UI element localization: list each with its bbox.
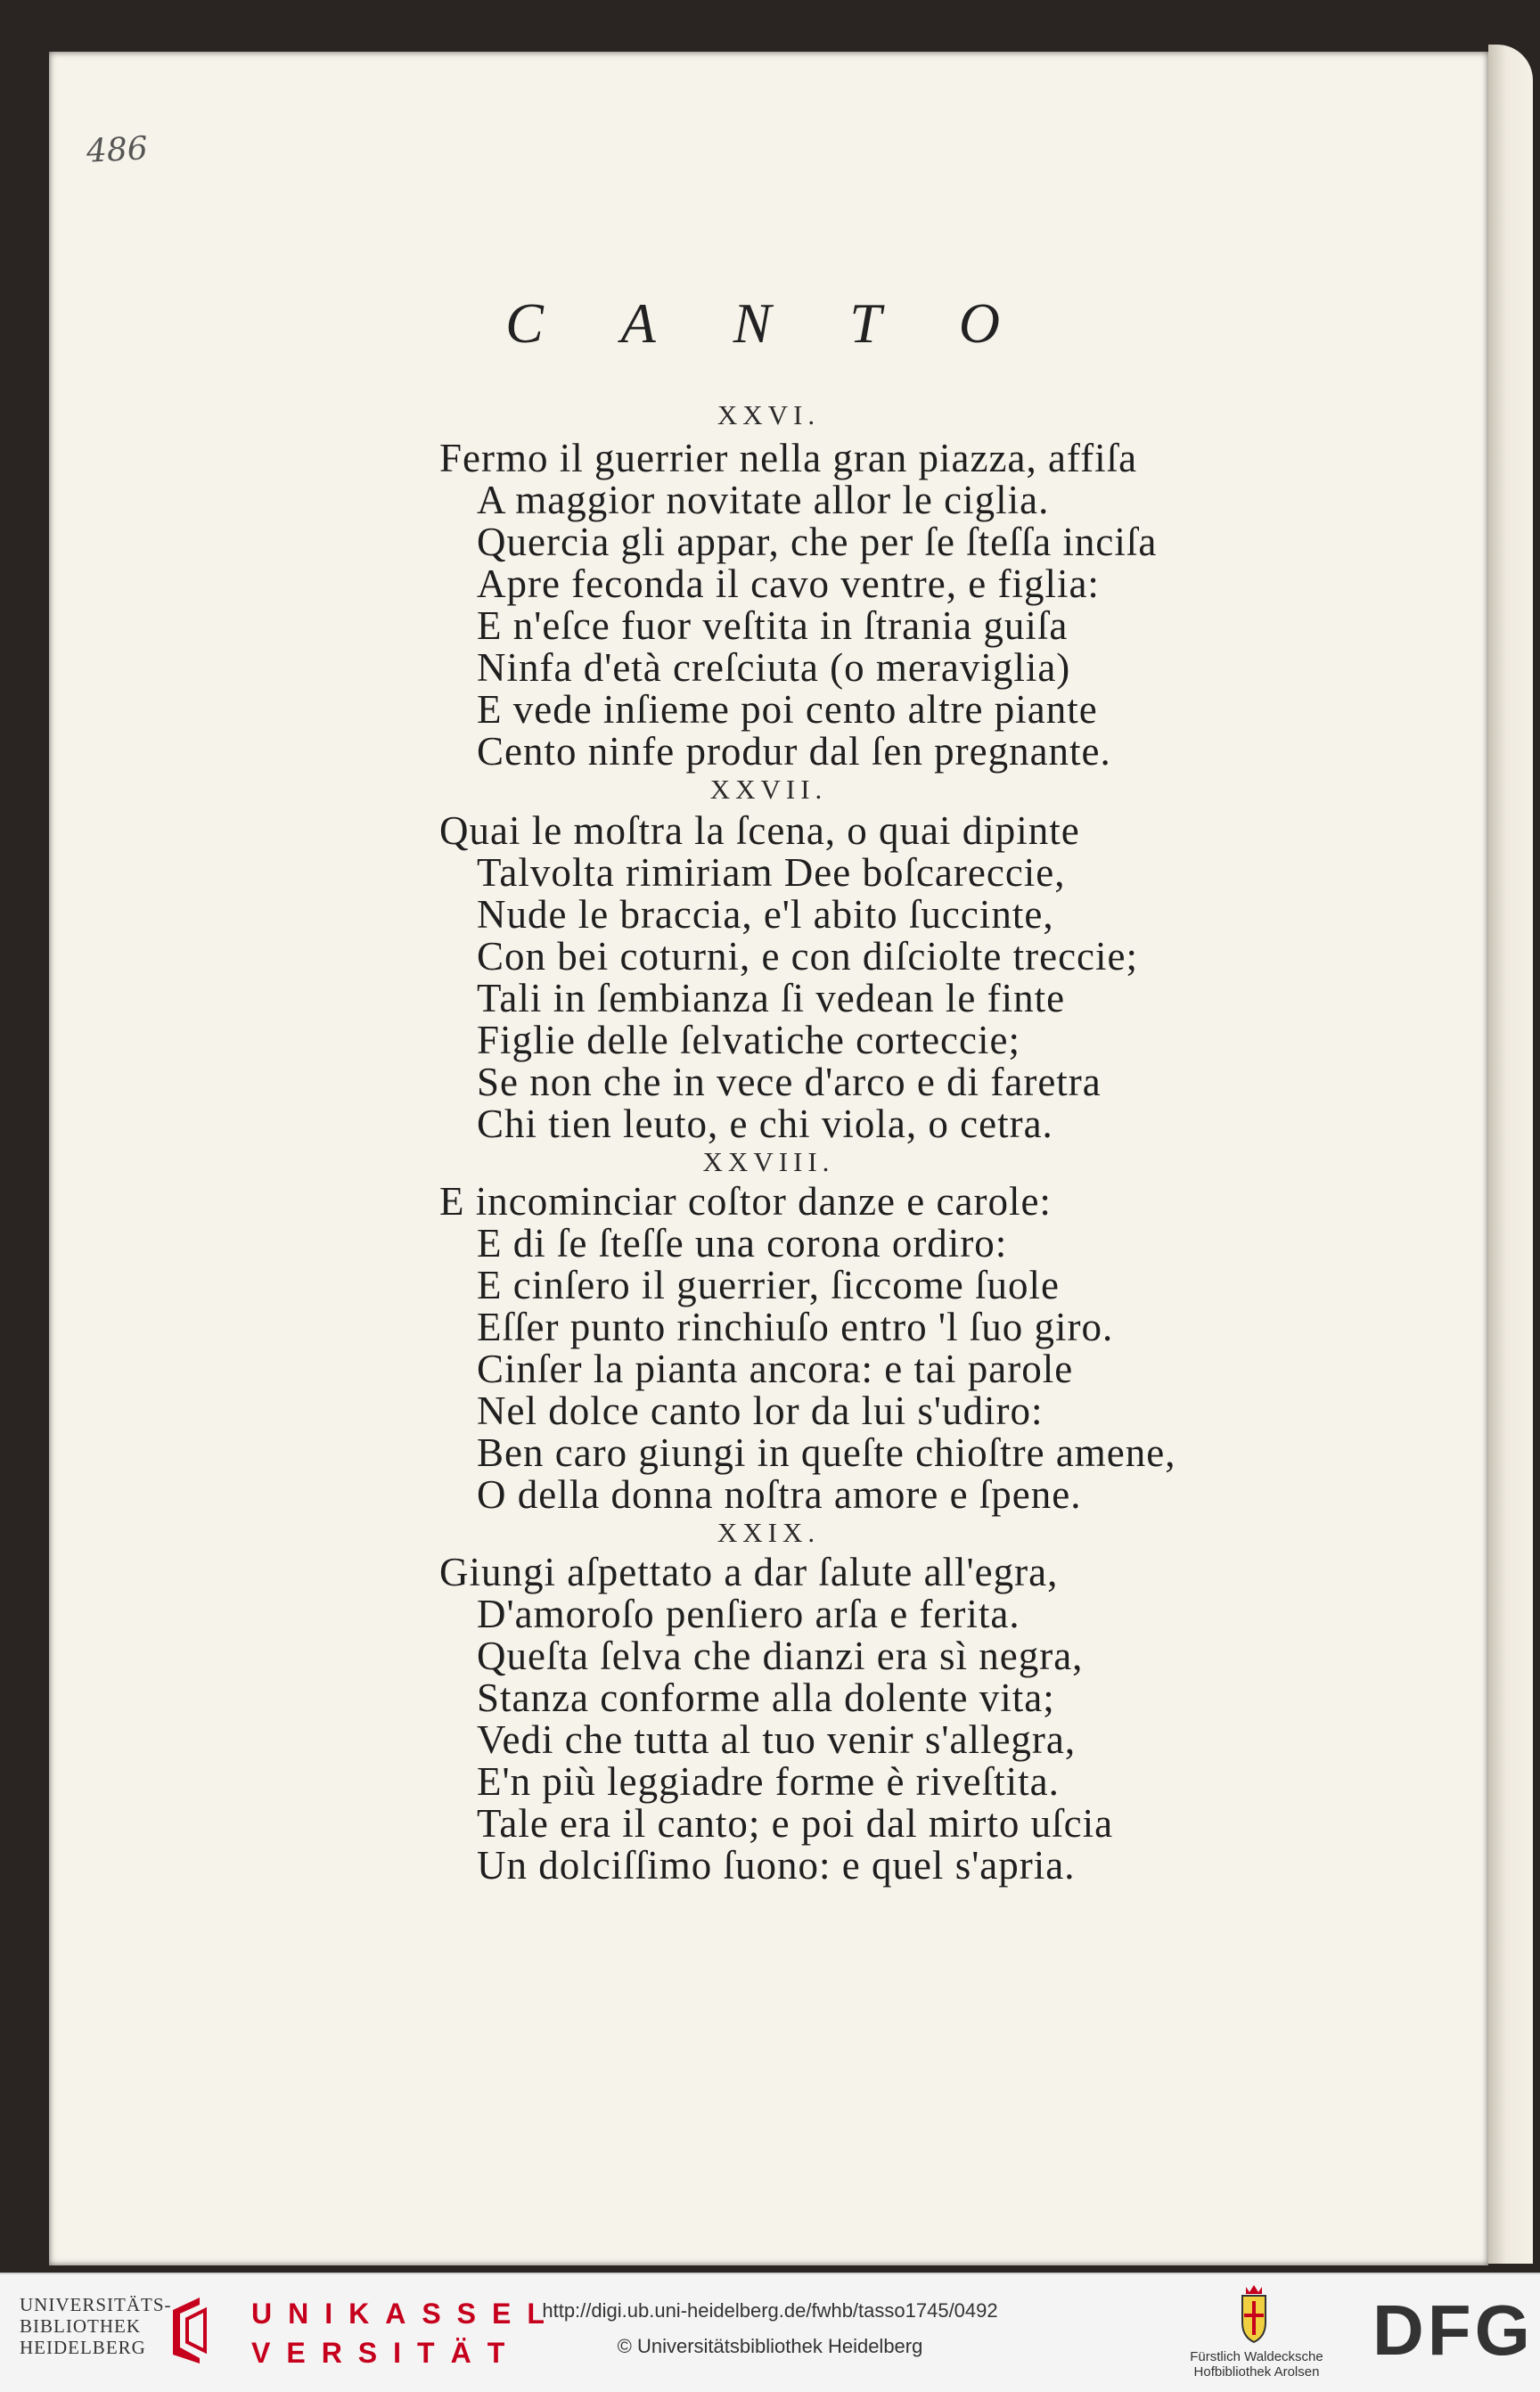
arolsen-library-logo[interactable]: Fürstlich Waldecksche Hofbibliothek Arolsen [1190,2349,1323,2380]
ub-heidelberg-logo[interactable]: UNIVERSITÄTS- BIBLIOTHEK HEIDELBERG [20,2294,172,2358]
verse-line: Nude le braccia, e'l abito ſuccinte, [477,892,1054,937]
verse-line: Cinſer la pianta ancora: e tai parole [477,1347,1074,1391]
stanza-number: XXVII. [709,774,828,805]
verse-line: Se non che in vece d'arco e di faretra [477,1060,1102,1104]
verse-line: Tali in ſembianza ſi vedean le finte [477,976,1066,1020]
verse-line: E di ſe ſteſſe una corona ordiro: [477,1221,1008,1266]
verse-line: Eſſer punto rinchiuſo entro 'l ſuo giro. [477,1305,1114,1349]
verse-line: A maggior novitate allor le ciglia. [477,478,1050,522]
verse-line: Queſta ſelva che dianzi era sì negra, [477,1634,1084,1678]
verse-line: E'n più leggiadre forme è riveſtita. [477,1759,1060,1804]
book-page [49,52,1488,2265]
adjacent-page-edge [1488,45,1533,2264]
verse-line: O della donna noſtra amore e ſpene. [477,1472,1082,1517]
verse-line: Stanza conforme alla dolente vita; [477,1675,1055,1720]
verse-line: Figlie delle ſelvatiche corteccie; [477,1018,1020,1062]
verse-line: Con bei coturni, e con diſciolte treccie; [477,934,1138,979]
crest-icon [1232,2283,1276,2346]
dfg-logo[interactable]: DFG [1372,2290,1534,2370]
verse-line: Tale era il canto; e poi dal mirto uſcia [477,1801,1114,1846]
uni-kassel-logo[interactable]: UNIKASSEL VERSITÄT [251,2298,561,2369]
verse-line: Giungi aſpettato a dar ſalute all'egra, [439,1550,1059,1594]
copyright-text: © Universitätsbibliothek Heidelberg [617,2335,923,2357]
handwritten-page-number: 486 [85,130,149,170]
verse-line: E vede inſieme poi cento altre piante [477,687,1098,732]
viewer-footer [0,2273,1540,2392]
canto-title: C A N T O [505,291,1032,355]
stanza-number: XXIX. [717,1517,821,1548]
verse-line: Fermo il guerrier nella gran piazza, affiſa [439,436,1138,480]
verse-line: E cinſero il guerrier, ſiccome ſuole [477,1263,1060,1307]
page-url-link[interactable]: http://digi.ub.uni-heidelberg.de/fwhb/tasso1745/0492 [542,2299,998,2322]
verse-line: Un dolciſſimo ſuono: e quel s'apria. [477,1843,1076,1888]
stanza-number: XXVI. [717,399,821,430]
verse-line: Chi tien leuto, e chi viola, o cetra. [477,1102,1053,1146]
verse-line: Talvolta rimiriam Dee boſcareccie, [477,850,1066,895]
verse-line: E n'eſce fuor veſtita in ſtrania guiſa [477,603,1069,648]
verse-line: Quai le moſtra la ſcena, o quai dipinte [439,808,1080,853]
stanza-number: XXVIII. [702,1146,835,1177]
verse-line: E incominciar coſtor danze e carole: [439,1179,1052,1224]
verse-line: Cento ninfe produr dal ſen pregnante. [477,729,1111,774]
verse-line: Vedi che tutta al tuo venir s'allegra, [477,1717,1077,1762]
verse-line: Apre feconda il cavo ventre, e figlia: [477,561,1100,606]
verse-line: Ben caro giungi in queſte chioſtre amene, [477,1430,1176,1475]
verse-line: Ninfa d'età creſciuta (o meraviglia) [477,645,1071,690]
verse-line: Quercia gli appar, che per ſe ſteſſa inciſa [477,520,1158,564]
verse-line: Nel dolce canto lor da lui s'udiro: [477,1389,1044,1433]
verse-line: D'amoroſo penſiero arſa e ferita. [477,1592,1020,1636]
